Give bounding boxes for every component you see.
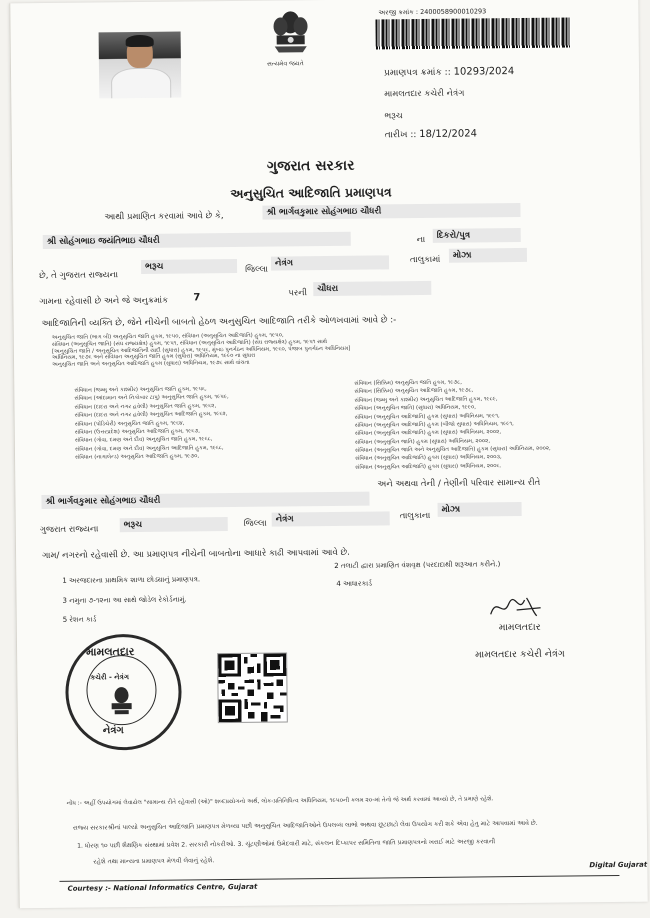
barcode <box>375 17 570 49</box>
family-line: અને અથવા તેની / તેણીની પરિવાર સામાન્ય રીતે <box>377 477 541 490</box>
order-line: અધિનિયમ, ૧૯૭૬ અને સંવિધાન અનુસુચિત જાતિ હુકમ (સુધારા) અધિનિયમ, ૧૯૯૦ ના સુધારા <box>51 353 256 362</box>
basis-item-4: 4 આધારકાર્ડ <box>336 579 373 588</box>
district-value: ભરૂચ <box>141 259 237 274</box>
office-seal <box>65 634 182 751</box>
order-line: સંવિધાન (સિક્કિમ) અનુસુચિત જાતિ હુકમ, ૧૯૭૮, <box>354 379 463 387</box>
order-line: સંવિધાન (અનુસુચિત જાતિ) હુકમ (સુધારા) અધિનિયમ, ૨૦૦૨, <box>354 437 491 446</box>
cert-number: 10293/2024 <box>453 66 515 78</box>
order-line: અનુસુચિત જાતિ અને અનુસુચિત આદિજાતિ હુકમ (સુધારા) અધિનિયમ, ૧૯૭૬ સાથે વાંચતા <box>52 359 250 368</box>
barcode-label: અરજી ક્રમાંક : 2400058900010293 <box>378 7 487 17</box>
seal-emblem-icon <box>106 685 136 721</box>
certificate-page <box>9 0 647 908</box>
emblem-caption: સત્યમેવ જયતે <box>266 60 304 68</box>
order-line: સંવિધાન (દાદરા અને નગર હવેલી) અનુસુચિત જાતિ હુકમ, ૧૯૬૨, <box>74 402 217 411</box>
signatory-designation: મામલતદાર <box>498 621 541 634</box>
order-line: સંવિધાન (આંદામાન અને નિકોબાર ટાપુ) અનુસુચિત જાતિ હુકમ, ૧૯૫૯, <box>74 394 229 403</box>
orders-right <box>354 378 551 472</box>
footer-divider <box>59 875 619 882</box>
order-line: સંવિધાન (જમ્મુ અને કાશ્મીર) અનુસુચિત જાતિ હુકમ, ૧૯૫૬, <box>74 386 207 394</box>
order-line: સંવિધાન (દાદરા અને નગર હવેલી) અનુસુચિત આદિજાતિ હુકમ, ૧૯૬૨, <box>74 411 228 419</box>
basis-item-2: 2 તલાટી દ્વારા પ્રમાણિત વંશવૃક્ષ (પરદાદાથી શરૂઆત કરીને.) <box>334 560 501 570</box>
tribe-line: આદિજાતિની વ્યક્તિ છે, જેને નીચેની બાબતો હેઠળ અનુસુચિત આદિજાતિ તરીકે ઓળખવામાં આવે છે :- <box>41 315 397 329</box>
applicant-photo <box>99 32 182 99</box>
certify-text: આથી પ્રમાણિત કરવામાં આવે છે કે, <box>104 211 224 223</box>
taluka-value: મોઝા <box>449 248 527 263</box>
issuing-office: મામલતદાર કચેરી નેત્રંગ <box>384 88 465 100</box>
district-value-2: ભરૂચ <box>120 517 228 532</box>
order-line: સંવિધાન (ઉત્તરપ્રદેશ) અનુસુચિત આદિજાતિ હુકમ, ૧૯૬૭, <box>74 428 200 436</box>
basis-item-3: 3 નમુના ૭-૧૨ના આ સાથે જોડેલ રેકોર્ડનામું. <box>62 595 187 605</box>
order-line: સંવિધાન (જમ્મુ અને કાશ્મીર) અનુસુચિત આદિજાતિ હુકમ, ૧૯૮૯, <box>354 395 498 404</box>
signature-icon <box>486 594 546 623</box>
order-line: સંવિધાન (અનુસુચિત આદિજાતિ) હુકમ (બીજો સુધારા) અધિનિયમ, ૧૯૯૧, <box>354 420 514 429</box>
caste: ચૌધરા <box>313 281 431 297</box>
parent-name: શ્રી સોહંગભાઇ જયંતિભાઇ ચૌધરી <box>43 232 351 250</box>
order-line: સંવિધાન (અનુસુચિત આદિજાતિ) હુકમ (સુધારા) અધિનિયમ, ૧૯૯૧, <box>354 412 500 421</box>
village-line: ગામના રહેવાસી છે અને જે અનુક્રમાંક <box>39 295 169 308</box>
district-label: જિલ્લા <box>245 264 269 275</box>
basis-item-5: 5 રેશન કાર્ડ <box>62 615 97 624</box>
issue-date: 18/12/2024 <box>419 128 477 141</box>
qr-code <box>217 652 288 723</box>
district-taluka: નેત્રંગ <box>271 255 389 271</box>
district-taluka-2: નેત્રંગ <box>272 511 390 527</box>
order-line: અનુસુચિત જાતિ (ભાગ બી) અનુસુચિત જાતિ હુકમ, ૧૯૫૦, સંવિધાન (અનુસુચિત આદિજાતિ) હુકમ, ૧૯૫૦, <box>51 332 284 341</box>
name-repeat: શ્રી ભાર્ગવકુમાર સોહંગભાઇ ચૌધરી <box>41 492 369 510</box>
state-label-2: ગુજરાત રાજ્યના <box>39 524 99 536</box>
state-label: છે, તે ગુજરાત રાજ્યના <box>39 270 119 282</box>
taluka-value-2: મોઝા <box>438 502 522 517</box>
footer-courtesy: Courtesy :- National Informatics Centre, Gujarat <box>67 882 258 893</box>
order-line: સંવિધાન (પોંડિચેરી) અનુસુચિત જાતિ હુકમ, ૧૯૬૪, <box>74 420 185 428</box>
seal-middle-text: કચેરી - નેત્રંગ <box>90 673 129 682</box>
taluka-label-2: તાલુકાના <box>399 510 431 522</box>
order-line: સંવિધાન (ગોવા, દમણ અને દીવ) અનુસુચિત જાતિ હુકમ, ૧૯૬૮, <box>74 436 213 444</box>
basis-item-1: 1 અરજદારના પ્રાથમિક શાળા છોડ્યાનું પ્રમાણપત્ર. <box>62 575 201 585</box>
govt-title: ગુજરાત સરકાર <box>266 157 355 175</box>
order-line: સંવિધાન (અનુસુચિત આદિજાતિ) હુકમ (સુધારા) અધિનિયમ, ૨૦૦૩, <box>355 454 502 463</box>
note-2: રાજ્ય સરકારશ્રીનાં પાલ્યો અનુસુચિત આદિજાતિ પ્રમાણપત્ર મેળવ્યા પછી અનુસુચિત આદિજાતિઓને ઉપલબ્ધ લાભો અથવા છૂટછાટો લેવા ઉપયોગ કરી શકે એવા હેતુ માટે આપવામાં આવે છે. <box>72 819 538 832</box>
issue-date-row <box>385 128 477 141</box>
orders-left <box>74 385 229 462</box>
serial-number: 7 <box>193 292 201 304</box>
order-line: સંવિધાન (અનુસુચિત આદિજાતિ) હુકમ (સુધારા) અધિનિયમ, ૨૦૦૨, <box>354 429 502 437</box>
seal-bottom-text: નેત્રંગ <box>102 725 124 737</box>
relation: દિકરો/પુત્ર <box>433 228 521 243</box>
orders-left-top <box>52 332 351 369</box>
cert-number-label: પ્રમાણપત્ર ક્રમાંક :: <box>383 67 451 79</box>
district-label-2: જિલ્લા <box>243 518 267 529</box>
barcode-number: 2400058900010293 <box>420 7 487 17</box>
order-line: સંવિધાન (સિક્કિમ) અનુસુચિત આદિજાતિ હુકમ, ૧૯૭૮, <box>354 387 474 396</box>
caste-label: પરની <box>288 288 308 299</box>
order-line: સંવિધાન (અનુસુચિત જાતિ) (સુધારા) અધિનિયમ, ૧૯૯૦, <box>354 404 477 412</box>
order-line: સંવિધાન (અનુસુચિત જાતિ અને અનુસુચિત આદિજાતિ) હુકમ (સુધારા) અધિનિયમ, ૨૦૦૨, <box>354 445 551 454</box>
note-1: નોંધ :- અહીં ઉપયોગમાં લેવાયેલ "સામાન્ય રીતે રહેવાસી (ઓ)" શબ્દપ્રયોગનો અર્થ, લોક-પ્રતિનિધિત્વ અધિનિયમ, ૧૯૫૦ની કલમ ૨૦-માં તેનો જે અર્થ કરવામાં આવ્યો છે, તે પ્રમાણે રહેશે. <box>66 796 494 807</box>
applicant-name: શ્રી ભાર્ગવકુમાર સોહંગભાઇ ચૌધરી <box>262 203 520 220</box>
footer-brand: Digital Gujarat <box>589 860 648 870</box>
relation-label: ના <box>416 234 426 246</box>
seal-top-text: મામલતદાર <box>86 645 135 659</box>
order-line: સંવિધાન (ગોવા, દમણ અને દીવ) અનુસુચિત આદિજાતિ હુકમ, ૧૯૬૮, <box>74 444 224 453</box>
signatory-office: મામલતદાર કચેરી નેત્રંગ <box>475 648 565 661</box>
order-line: સંવિધાન (અનુસુચિત આદિજાતિ) હુકમ (સુધારા) અધિનિયમ, ૨૦૦૬. <box>355 462 502 471</box>
cert-number-row <box>384 66 514 79</box>
note-4: રહેશે તથા માન્યતા પ્રમાણપત્ર મેળવી લેવાનું રહેશે. <box>93 857 215 866</box>
header-district: ભરૂચ <box>384 111 403 122</box>
village-line-2: ગામ/ નગરનો રહેવાસી છે. આ પ્રમાણપત્ર નીચેની બાબતોના આધારે કાઢી આપવામાં આવે છે. <box>42 547 350 562</box>
note-3: 1. ધોરણ ૧૦ પછી શૈક્ષણિક સંસ્થામાં પ્રવેશ 2. સરકારી નોકરીઓ. 3. ચૂંટણીઓમાં ઉમેદવારી માટે, સંકલન દિપ્કાપર સમિતિના જાતિ પ્રમાણપત્રનો ખરાઈ માટે અરજી કરવાની <box>77 838 496 850</box>
order-line: સંવિધાન (અનુસુચિત જાતિ) (સંઘ રાજ્યક્ષેત્ર) હુકમ, ૧૯૫૧, સંવિધાન (અનુસુચિત આદિજાતિ) (સંઘ રાજ્યક્ષેત્ર) હુકમ, ૧૯૫૧ સાથે <box>51 338 327 348</box>
order-line: સંવિધાન (નાગાલેન્ડ) અનુસુચિત આદિજાતિ હુકમ, ૧૯૭૦, <box>75 453 200 461</box>
date-label: તારીખ :: <box>384 130 417 141</box>
taluka-label: તાલુકામાં <box>409 254 441 266</box>
certificate-title: અનુસુચિત આદિજાતિ પ્રમાણપત્ર <box>230 184 392 202</box>
order-line: [અનુસુચિત જાતિ / અનુસુચિત આદિજાતિની યાદી (સુધારા) હુકમ, ૧૯૫૬, મુંબઇ પુનર્ગઠન અધિનિયમ, ૧૯૬૦, પંજાબ પુનર્ગઠન અધિનિયમ] <box>51 345 351 355</box>
